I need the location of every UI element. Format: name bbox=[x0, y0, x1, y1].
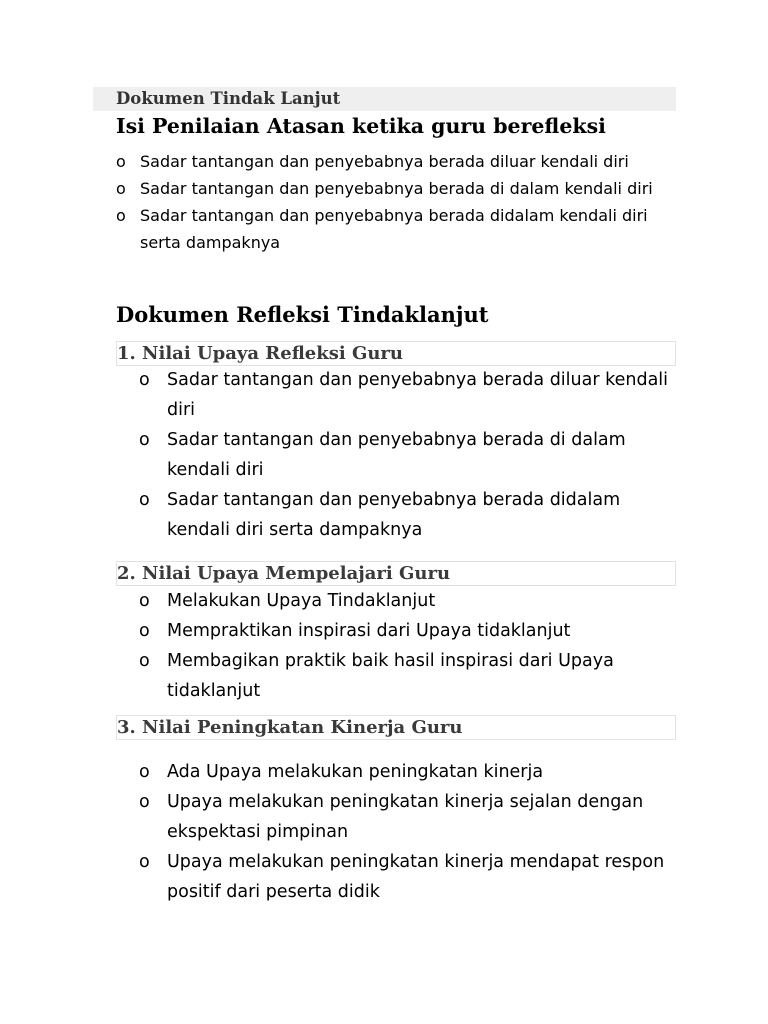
assessment-list bbox=[116, 148, 676, 256]
list-item: o Sadar tantangan dan penyebabnya berada di dalam kendali diri bbox=[116, 175, 676, 202]
section-list-reflection bbox=[137, 365, 682, 545]
list-item: o Mempraktikan inspirasi dari Upaya tidaklanjut bbox=[137, 616, 682, 646]
list-item: o Upaya melakukan peningkatan kinerja sejalan dengan ekspektasi pimpinan bbox=[137, 787, 682, 847]
document-header: Dokumen Tindak Lanjut bbox=[93, 87, 676, 111]
list-item: o Upaya melakukan peningkatan kinerja mendapat respon positif dari peserta didik bbox=[137, 847, 682, 907]
list-item: o Ada Upaya melakukan peningkatan kinerja bbox=[137, 757, 682, 787]
section-list-learning bbox=[137, 586, 682, 706]
assessment-title: Isi Penilaian Atasan ketika guru berefleksi bbox=[116, 114, 606, 138]
list-item: o Melakukan Upaya Tindaklanjut bbox=[137, 586, 682, 616]
list-item: o Sadar tantangan dan penyebabnya berada di dalam kendali diri bbox=[137, 425, 682, 485]
section-heading-reflection: 1. Nilai Upaya Refleksi Guru bbox=[116, 341, 676, 366]
list-item: o Sadar tantangan dan penyebabnya berada didalam kendali diri serta dampaknya bbox=[116, 202, 676, 256]
list-item: o Sadar tantangan dan penyebabnya berada didalam kendali diri serta dampaknya bbox=[137, 485, 682, 545]
list-item: o Membagikan praktik baik hasil inspirasi dari Upaya tidaklanjut bbox=[137, 646, 682, 706]
list-item: o Sadar tantangan dan penyebabnya berada diluar kendali diri bbox=[116, 148, 676, 175]
section-heading-learning: 2. Nilai Upaya Mempelajari Guru bbox=[116, 561, 676, 586]
section-list-performance bbox=[137, 757, 682, 907]
reflection-title: Dokumen Refleksi Tindaklanjut bbox=[116, 302, 489, 327]
section-heading-performance: 3. Nilai Peningkatan Kinerja Guru bbox=[116, 715, 676, 740]
list-item: o Sadar tantangan dan penyebabnya berada diluar kendali diri bbox=[137, 365, 682, 425]
